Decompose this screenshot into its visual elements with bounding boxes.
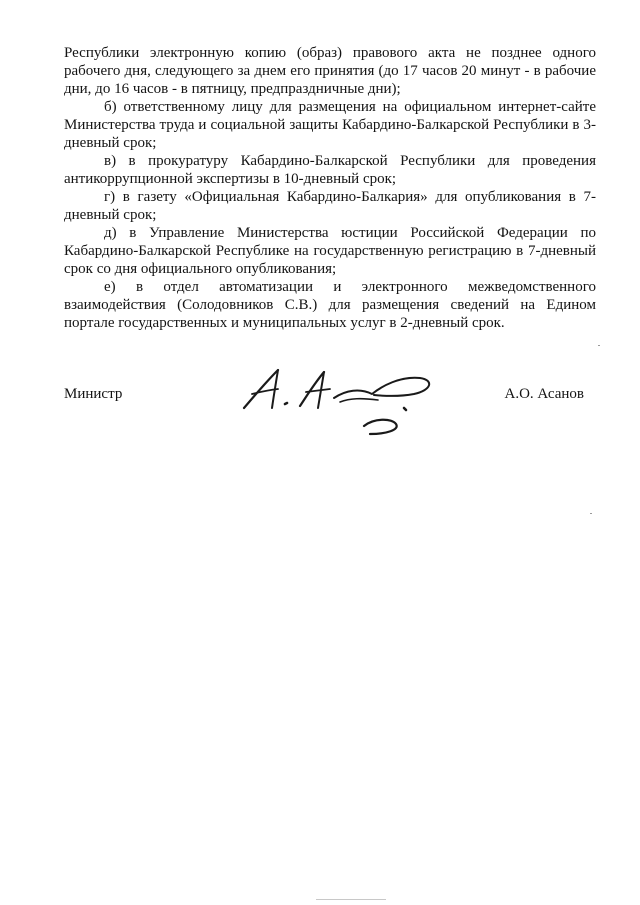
signatory-title: Министр: [64, 386, 123, 402]
signature-stroke: [285, 403, 287, 404]
paragraph-item-d: д) в Управление Министерства юстиции Российской Федерации по Кабардино-Балкарской Республике на государственную регистрацию в 7-дневный срок со дня официального опубликования;: [64, 225, 596, 277]
paragraph-item-b: б) ответственному лицу для размещения на официальном интернет-сайте Министерства труда и социальной защиты Кабардино-Балкарской Республики в 3-дневный срок;: [64, 99, 596, 151]
scan-artifact: [590, 513, 592, 514]
scan-artifact: [316, 899, 386, 900]
document-body: [64, 44, 596, 332]
signatory-name: А.О. Асанов: [504, 386, 584, 402]
handwritten-signature: [238, 364, 448, 444]
signature-stroke: [340, 399, 378, 402]
paragraph-item-g: г) в газету «Официальная Кабардино-Балкария» для опубликования в 7-дневный срок;: [64, 189, 596, 223]
signature-stroke: [364, 420, 397, 434]
paragraph-continuation: Республики электронную копию (образ) правового акта не позднее одного рабочего дня, следующего за днем его принятия (до 17 часов 20 минут - в рабочие дни, до 16 часов - в пятницу, предпраздничные дни);: [64, 45, 596, 97]
signature-stroke: [404, 408, 406, 410]
signature-stroke: [334, 378, 429, 398]
paragraph-item-e: е) в отдел автоматизации и электронного межведомственного взаимодействия (Солодовников С.В.) для размещения сведений на Едином портале государственных и муниципальных услуг в 2-дневный срок.: [64, 279, 596, 331]
paragraph-item-v: в) в прокуратуру Кабардино-Балкарской Республики для проведения антикоррупционной экспертизы в 10-дневный срок;: [64, 153, 596, 187]
scan-artifact: [598, 345, 600, 346]
